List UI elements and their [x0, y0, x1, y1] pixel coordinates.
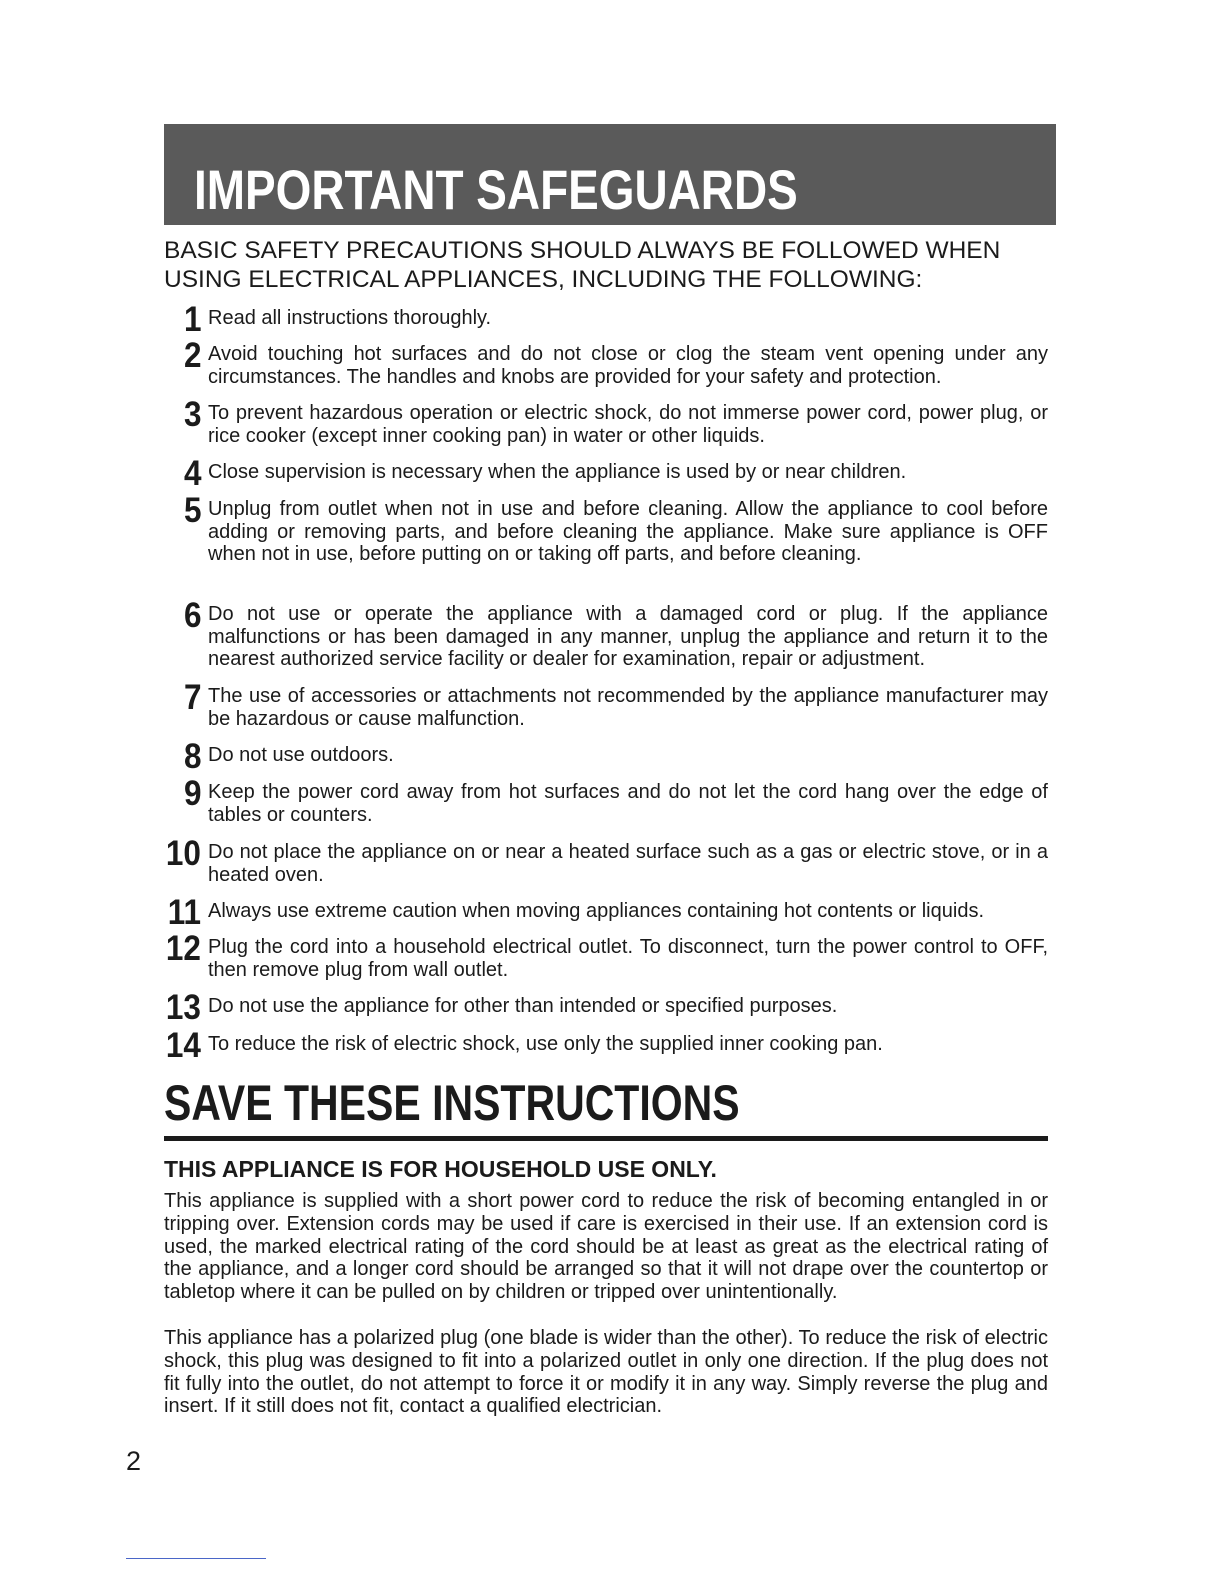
intro-line-2: USING ELECTRICAL APPLIANCES, INCLUDING THE FOLLOWING: — [164, 266, 923, 293]
item-number: 2 — [183, 336, 201, 375]
footer-divider — [126, 1558, 266, 1559]
item-number: 11 — [167, 893, 201, 932]
page-number: 2 — [126, 1446, 142, 1476]
item-text: Do not use or operate the appliance with a damaged cord or plug. If the appliance malfunctions or has been damaged in any manner, unplug the appliance and return it to the nearest authorized service facility or dealer for examination, repair or adjustment. — [208, 603, 1048, 670]
extension-cord-paragraph: This appliance is supplied with a short power cord to reduce the risk of becoming entangled in or tripping over. Extension cords may be used if care is exercised in their use. If an extension cord is used, the marked electrical rating of the cord should be at least as great as the electrical rating of the appliance, and a longer cord should be arranged so that it will not drape over the countertop or tabletop where it can be pulled on by children or tripped over unintentionally. — [164, 1190, 1048, 1304]
save-instructions-heading: SAVE THESE INSTRUCTIONS — [164, 1075, 740, 1131]
item-number: 5 — [183, 491, 201, 530]
item-number: 9 — [183, 774, 201, 813]
item-number: 6 — [183, 596, 201, 635]
item-text: Plug the cord into a household electrical outlet. To disconnect, turn the power control to OFF, then remove plug from wall outlet. — [208, 936, 1048, 981]
item-number: 12 — [165, 929, 201, 968]
polarized-plug-paragraph: This appliance has a polarized plug (one blade is wider than the other). To reduce the risk of electric shock, this plug was designed to fit into a polarized outlet in only one direction. If the plug does not fit fully into the outlet, do not attempt to force it or modify it in any way. Simply reverse the plug and insert. If it still does not fit, contact a qualified electrician. — [164, 1327, 1048, 1418]
item-number: 4 — [183, 454, 201, 493]
item-text: Keep the power cord away from hot surfaces and do not let the cord hang over the edge of tables or counters. — [208, 781, 1048, 826]
item-number: 13 — [165, 988, 201, 1027]
item-number: 7 — [183, 678, 201, 717]
item-number: 14 — [165, 1026, 201, 1065]
item-text: To prevent hazardous operation or electric shock, do not immerse power cord, power plug, or rice cooker (except inner cooking pan) in water or other liquids. — [208, 402, 1048, 447]
item-text: Unplug from outlet when not in use and before cleaning. Allow the appliance to cool before adding or removing parts, and before cleaning the appliance. Make sure appliance is OFF when not in use, before putting on or taking off parts, and before cleaning. — [208, 498, 1048, 565]
item-text: Read all instructions thoroughly. — [208, 307, 492, 329]
intro-line-1: BASIC SAFETY PRECAUTIONS SHOULD ALWAYS BE FOLLOWED WHEN — [164, 237, 1001, 264]
item-text: Do not place the appliance on or near a heated surface such as a gas or electric stove, or in a heated oven. — [208, 841, 1048, 886]
item-text: Do not use the appliance for other than intended or specified purposes. — [208, 995, 838, 1017]
item-number: 8 — [183, 737, 201, 776]
household-use-heading: THIS APPLIANCE IS FOR HOUSEHOLD USE ONLY. — [164, 1156, 717, 1182]
item-text: Avoid touching hot surfaces and do not close or clog the steam vent opening under any circumstances. The handles and knobs are provided for your safety and protection. — [208, 343, 1048, 388]
item-number: 1 — [183, 300, 201, 339]
page-title: IMPORTANT SAFEGUARDS — [194, 158, 798, 221]
item-text: The use of accessories or attachments not recommended by the appliance manufacturer may be hazardous or cause malfunction. — [208, 685, 1048, 730]
item-number: 10 — [165, 834, 201, 873]
item-text: Do not use outdoors. — [208, 744, 394, 766]
item-text: Always use extreme caution when moving appliances containing hot contents or liquids. — [208, 900, 984, 922]
heading-divider — [164, 1136, 1048, 1141]
item-number: 3 — [183, 395, 201, 434]
item-text: To reduce the risk of electric shock, use only the supplied inner cooking pan. — [208, 1033, 883, 1055]
item-text: Close supervision is necessary when the appliance is used by or near children. — [208, 461, 907, 483]
